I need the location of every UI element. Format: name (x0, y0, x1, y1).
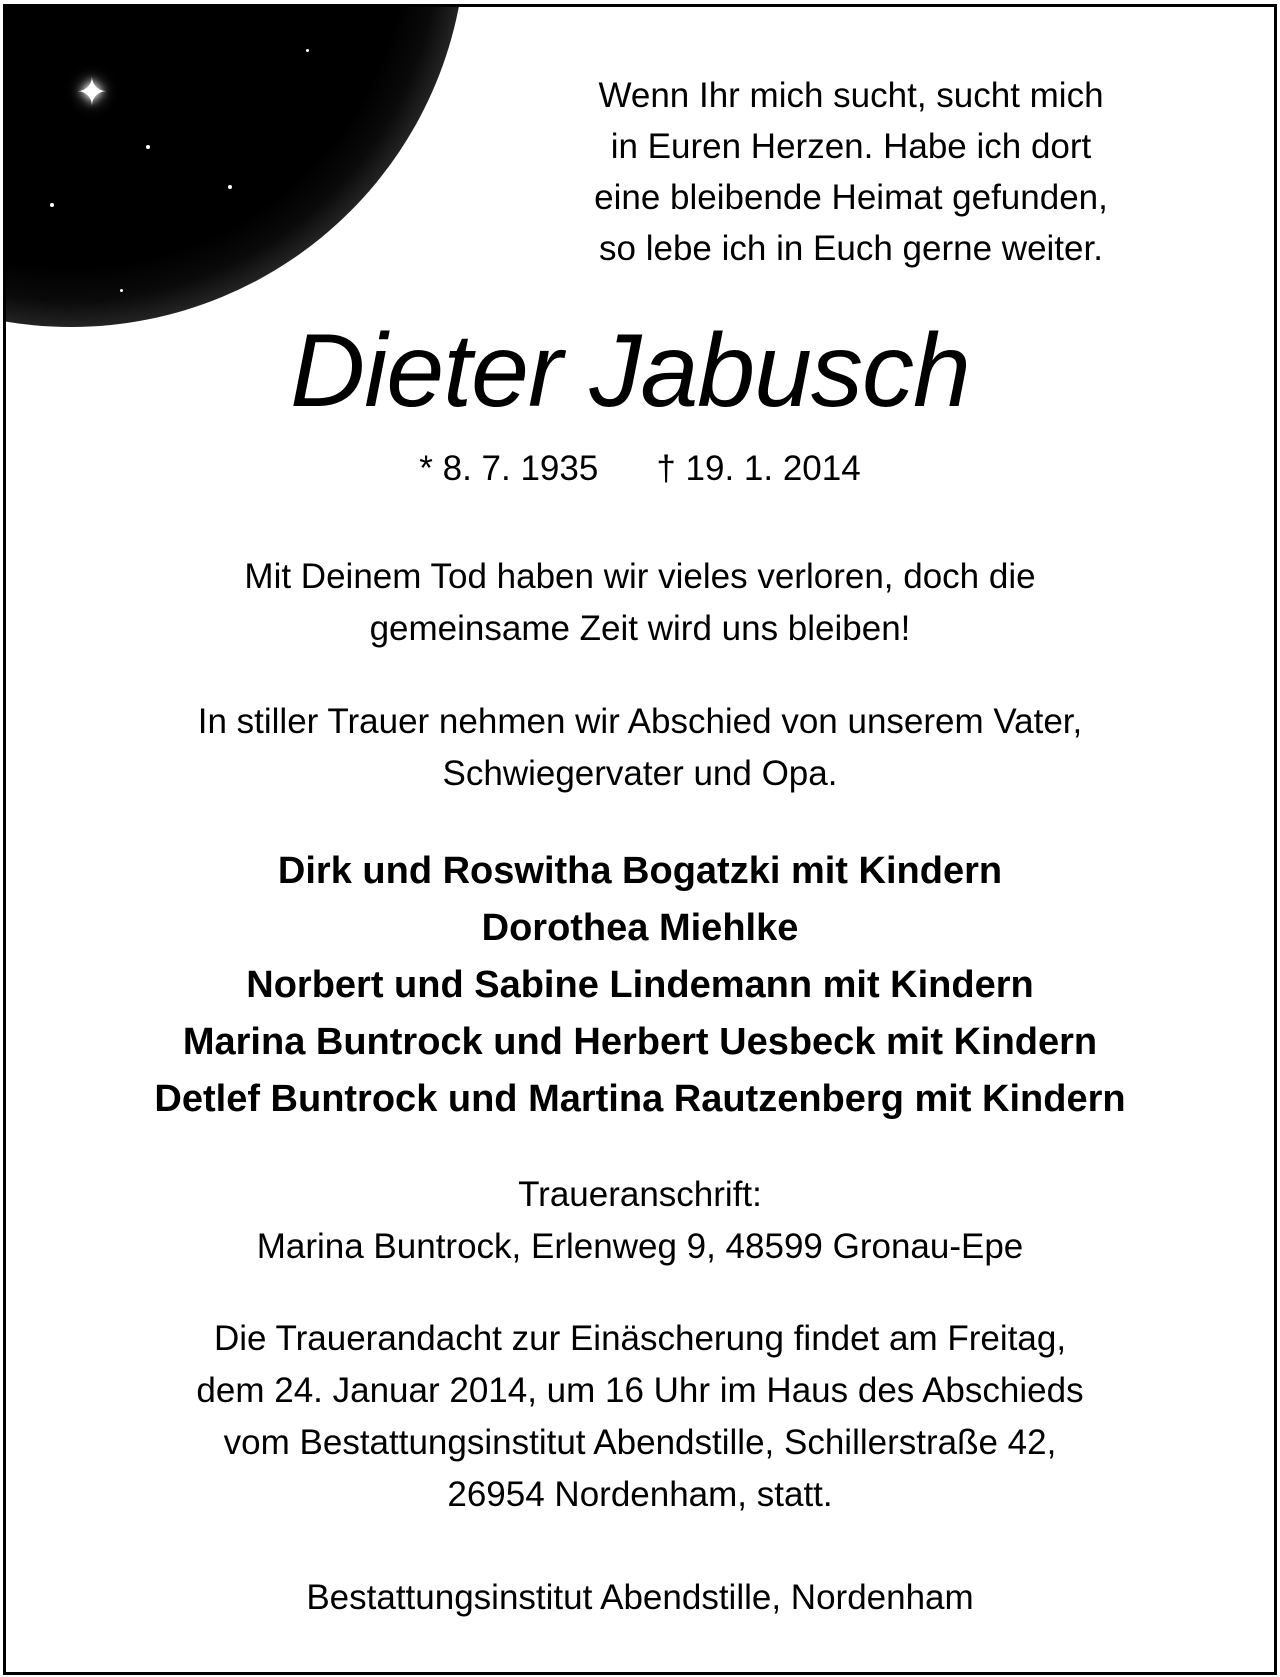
deceased-name: Dieter Jabusch (290, 313, 970, 429)
address-value: Marina Buntrock, Erlenweg 9, 48599 Gronau-Epe (256, 1227, 1024, 1266)
mourner-entry: Detlef Buntrock und Martina Rautzenberg mit Kindern (154, 1078, 1126, 1120)
service-line: vom Bestattungsinstitut Abendstille, Schillerstraße 42, (223, 1423, 1057, 1462)
star-icon: ✦ (76, 70, 108, 114)
funeral-home: Bestattungsinstitut Abendstille, Nordenham (306, 1578, 974, 1617)
star-dot-icon (120, 289, 123, 292)
farewell-line: In stiller Trauer nehmen wir Abschied von unserem Vater, (197, 702, 1083, 741)
poem (531, 70, 1171, 274)
night-sky-image (3, 4, 466, 327)
mourners-list (6, 843, 1274, 1128)
service-line: dem 24. Januar 2014, um 16 Uhr im Haus des Abschieds (196, 1371, 1084, 1410)
star-dot-icon (228, 185, 232, 189)
obituary-notice (3, 4, 1277, 1675)
message-text (6, 551, 1274, 655)
mourner-entry: Norbert und Sabine Lindemann mit Kindern (246, 964, 1034, 1006)
star-dot-icon (306, 49, 309, 52)
service-details (6, 1313, 1274, 1521)
poem-line: so lebe ich in Euch gerne weiter. (599, 229, 1103, 268)
star-dot-icon (146, 145, 150, 149)
star-dot-icon (50, 203, 54, 207)
message-line: gemeinsame Zeit wird uns bleiben! (369, 609, 911, 648)
farewell-text (6, 696, 1274, 800)
mourner-entry: Marina Buntrock und Herbert Uesbeck mit Kindern (182, 1021, 1098, 1063)
life-dates (6, 447, 1274, 491)
poem-line: eine bleibende Heimat gefunden, (594, 178, 1108, 217)
address-label: Traueranschrift: (518, 1175, 762, 1214)
mourning-address (6, 1169, 1274, 1273)
death-date: † 19. 1. 2014 (656, 449, 861, 488)
mourner-entry: Dirk und Roswitha Bogatzki mit Kindern (277, 850, 1003, 892)
birth-date: * 8. 7. 1935 (419, 449, 599, 488)
service-line: Die Trauerandacht zur Einäscherung findet am Freitag, (213, 1319, 1067, 1358)
poem-line: Wenn Ihr mich sucht, sucht mich (598, 76, 1104, 115)
service-line: 26954 Nordenham, statt. (447, 1475, 833, 1514)
message-line: Mit Deinem Tod haben wir vieles verloren, doch die (244, 557, 1036, 596)
mourner-entry: Dorothea Miehlke (481, 907, 799, 949)
farewell-line: Schwiegervater und Opa. (442, 754, 838, 793)
poem-line: in Euren Herzen. Habe ich dort (610, 127, 1092, 166)
